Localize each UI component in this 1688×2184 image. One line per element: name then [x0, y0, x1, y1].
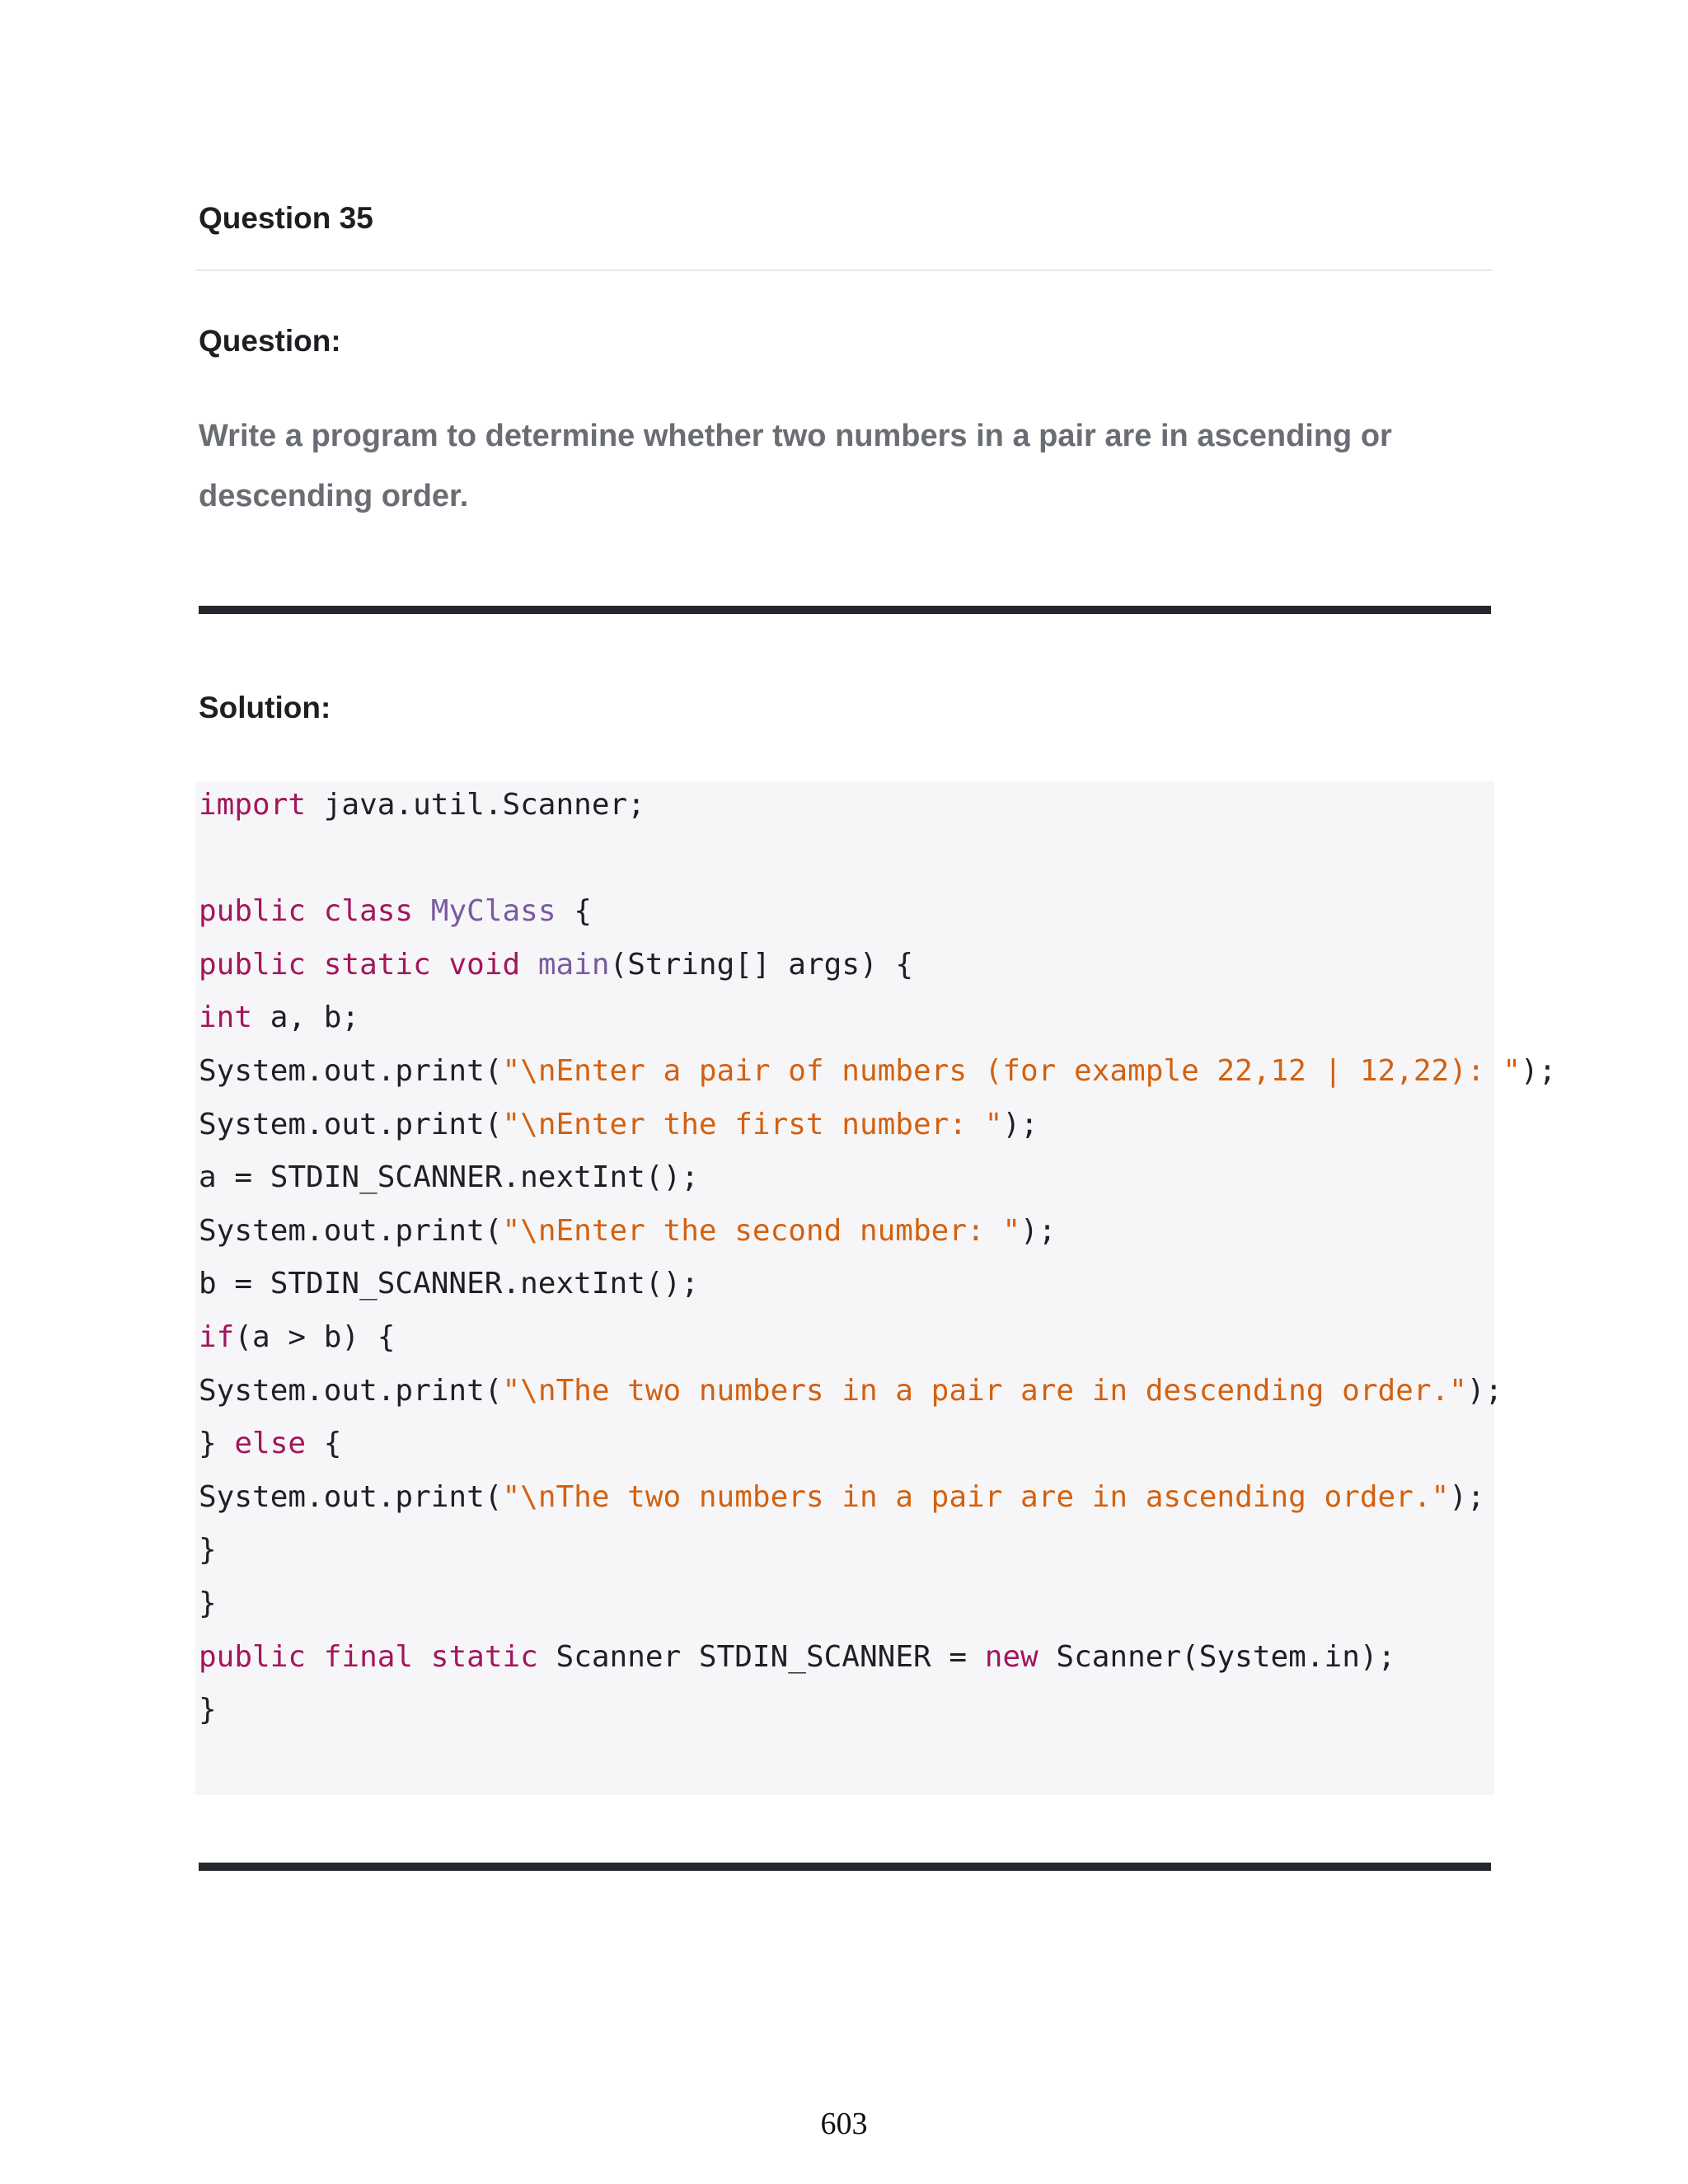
code-string: "\nThe two numbers in a pair are in ascending order."	[502, 1479, 1450, 1514]
code-line	[199, 939, 1556, 992]
code-keyword: public	[199, 1639, 307, 1674]
code-keyword: else	[234, 1427, 307, 1461]
question-title: Question 35	[199, 201, 373, 235]
code-keyword: public	[199, 947, 307, 982]
code-line	[199, 1258, 1556, 1311]
code-text: (a > b) {	[234, 1319, 396, 1354]
section-divider-top	[199, 606, 1491, 614]
code-line	[199, 1365, 1556, 1418]
page-number: 603	[820, 2107, 868, 2141]
code-line	[199, 1524, 1556, 1577]
code-text: Scanner STDIN_SCANNER =	[537, 1639, 985, 1674]
code-text: System.out.print(	[199, 1479, 503, 1514]
solution-label: Solution:	[199, 691, 331, 724]
code-line	[199, 1631, 1556, 1685]
code-keyword: static	[323, 947, 431, 982]
code-keyword: void	[448, 947, 521, 982]
code-text: }	[199, 1586, 217, 1620]
code-text	[413, 1640, 431, 1674]
code-text: System.out.print(	[199, 1373, 503, 1408]
code-text: a, b;	[252, 1001, 360, 1035]
code-text: );	[1466, 1373, 1503, 1408]
question-text: Write a program to determine whether two numbers in a pair are in ascending or descending order.	[199, 419, 1392, 513]
code-text: a = STDIN_SCANNER.nextInt();	[199, 1160, 699, 1195]
code-text	[431, 948, 449, 982]
code-text	[306, 894, 324, 928]
code-text: Scanner(System.in);	[1038, 1639, 1396, 1674]
code-keyword: public	[199, 894, 307, 929]
question-label: Question:	[199, 324, 341, 358]
code-line	[199, 1099, 1556, 1152]
code-text	[306, 1640, 324, 1674]
code-line	[199, 1418, 1556, 1471]
code-text: }	[199, 1533, 217, 1568]
code-keyword: class	[323, 894, 414, 929]
code-text: );	[1520, 1053, 1557, 1088]
code-line	[199, 885, 1556, 939]
code-text: {	[556, 894, 592, 929]
code-line	[199, 991, 1556, 1045]
code-text: java.util.Scanner;	[306, 788, 645, 822]
code-line	[199, 832, 1556, 886]
code-string: "\nEnter the first number: "	[502, 1107, 1003, 1141]
code-text: }	[199, 1427, 235, 1461]
title-divider	[195, 269, 1493, 271]
code-text: System.out.print(	[199, 1213, 503, 1248]
code-line	[199, 779, 1556, 832]
code-listing	[199, 779, 1556, 1737]
code-string: "\nThe two numbers in a pair are in descending order."	[502, 1373, 1467, 1408]
code-string: "\nEnter a pair of numbers (for example 22,12 | 12,22): "	[502, 1053, 1521, 1088]
code-text	[413, 894, 431, 928]
code-line	[199, 1151, 1556, 1205]
code-keyword: int	[199, 1001, 253, 1035]
code-text: (String[] args) {	[609, 947, 914, 982]
code-text	[306, 948, 324, 982]
code-text	[520, 948, 538, 982]
code-line	[199, 1684, 1556, 1737]
code-identifier: MyClass	[430, 894, 556, 929]
code-keyword: static	[430, 1639, 538, 1674]
code-keyword: if	[199, 1319, 235, 1354]
code-keyword: final	[323, 1639, 414, 1674]
code-string: "\nEnter the second number: "	[502, 1213, 1021, 1248]
code-text: System.out.print(	[199, 1107, 503, 1141]
code-text: );	[1002, 1107, 1039, 1141]
code-keyword: new	[984, 1639, 1039, 1674]
code-line	[199, 1045, 1556, 1099]
code-line	[199, 1577, 1556, 1631]
code-text: System.out.print(	[199, 1053, 503, 1088]
code-keyword: import	[199, 788, 307, 822]
code-text: {	[306, 1427, 342, 1461]
code-text: );	[1449, 1479, 1485, 1514]
code-line	[199, 1311, 1556, 1365]
code-text: b = STDIN_SCANNER.nextInt();	[199, 1267, 699, 1301]
code-identifier: main	[537, 947, 610, 982]
code-line	[199, 1205, 1556, 1258]
code-text: }	[199, 1693, 217, 1727]
code-line	[199, 1471, 1556, 1525]
code-text: );	[1020, 1213, 1057, 1248]
section-divider-bottom	[199, 1863, 1491, 1871]
